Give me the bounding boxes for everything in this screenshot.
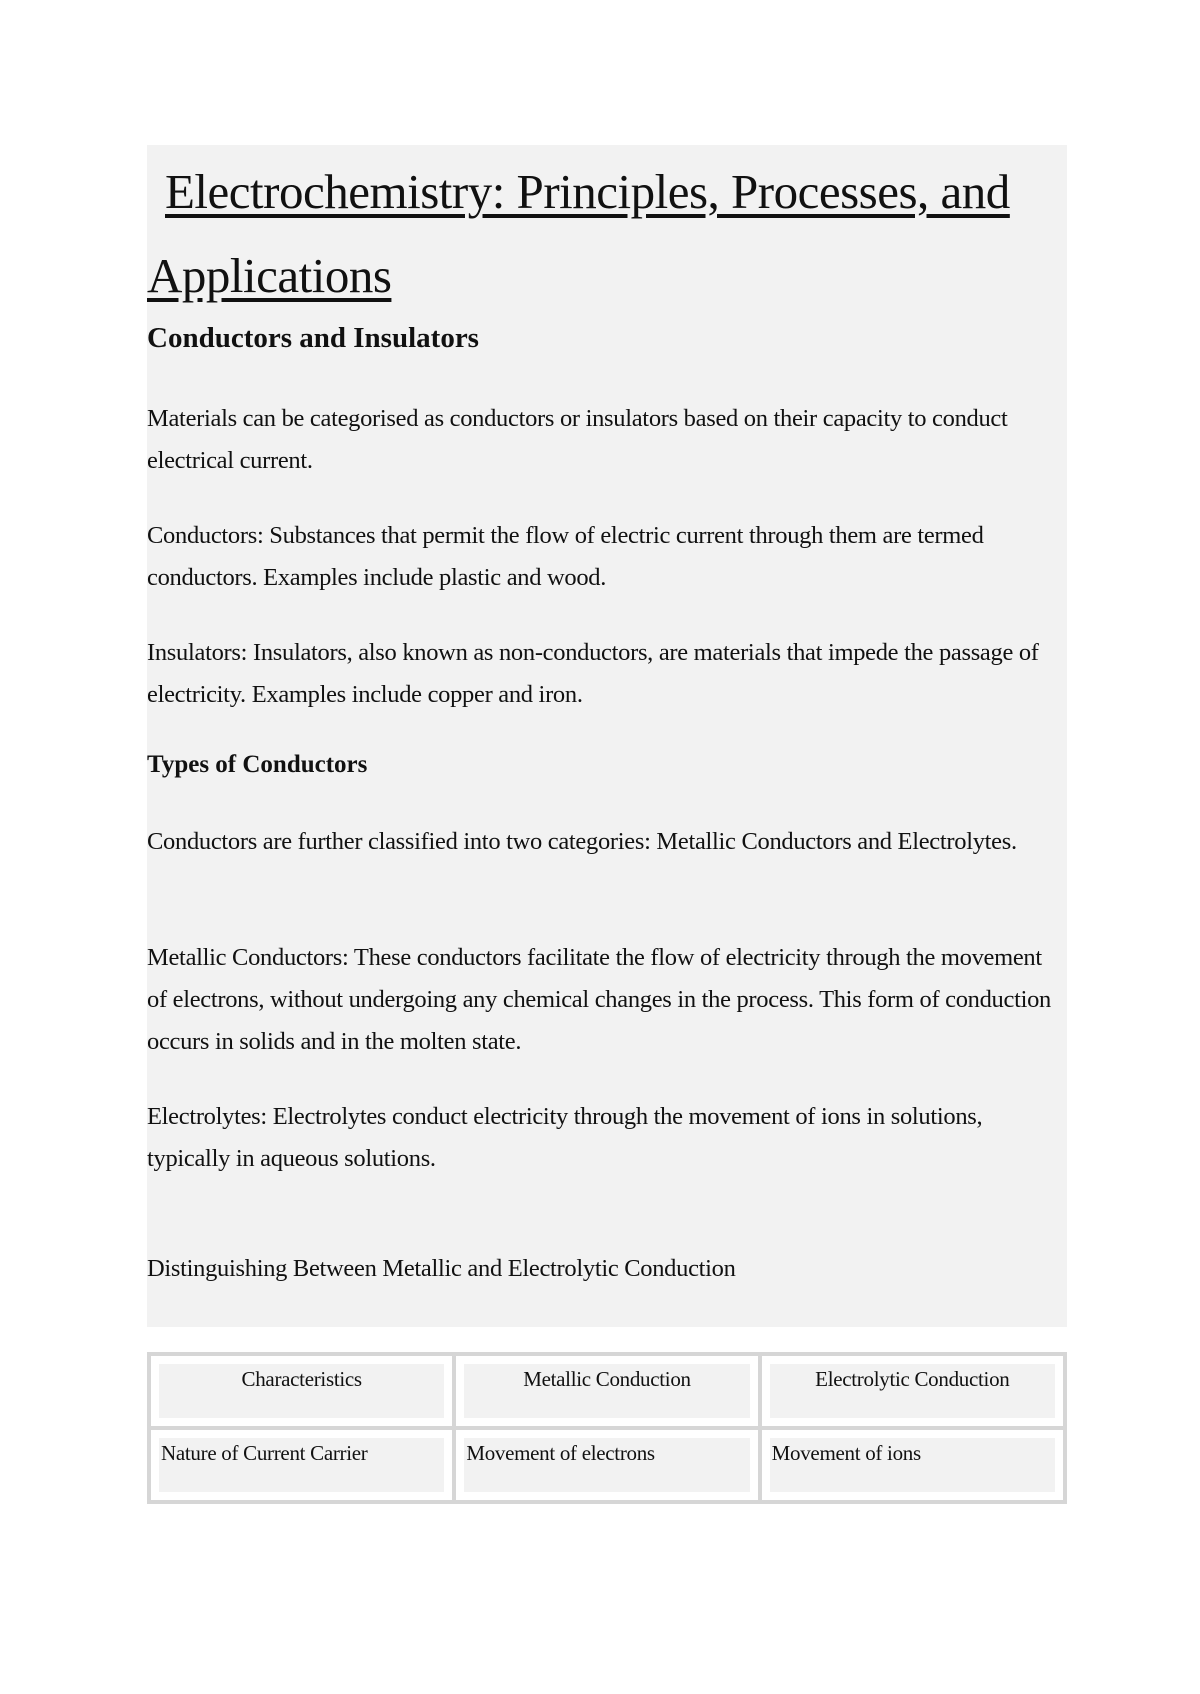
table-header-cell [149, 1354, 454, 1428]
cell-nature-of-current-carrier: Nature of Current Carrier [159, 1438, 444, 1492]
table-header-row [149, 1354, 1065, 1428]
table-cell [454, 1428, 759, 1502]
paragraph-materials-intro: Materials can be categorised as conductors or insulators based on their capacity to conduct electrical current. [147, 405, 1008, 474]
table-row [149, 1428, 1065, 1502]
section-heading-conductors-insulators: Conductors and Insulators [147, 322, 479, 354]
header-metallic-conduction: Metallic Conduction [464, 1364, 749, 1418]
header-electrolytic-conduction: Electrolytic Conduction [770, 1364, 1055, 1418]
paragraph-insulators: Insulators: Insulators, also known as non-conductors, are materials that impede the passage of electricity. Examples include copper and iron. [147, 639, 1039, 708]
table-cell [149, 1428, 454, 1502]
cell-movement-of-electrons: Movement of electrons [464, 1438, 749, 1492]
table-cell [760, 1428, 1065, 1502]
document-title: Electrochemistry: Principles, Processes, and Applications [147, 164, 1010, 303]
table-caption: Distinguishing Between Metallic and Electrolytic Conduction [147, 1255, 736, 1282]
header-characteristics: Characteristics [159, 1364, 444, 1418]
cell-movement-of-ions: Movement of ions [770, 1438, 1055, 1492]
comparison-table [147, 1352, 1067, 1504]
paragraph-types-intro: Conductors are further classified into two categories: Metallic Conductors and Electrolytes. [147, 828, 1017, 855]
section-heading-types-of-conductors: Types of Conductors [147, 751, 368, 778]
paragraph-electrolytes: Electrolytes: Electrolytes conduct electricity through the movement of ions in solutions, typically in aqueous solutions. [147, 1103, 983, 1172]
table-header-cell [454, 1354, 759, 1428]
paragraph-metallic-conductors: Metallic Conductors: These conductors facilitate the flow of electricity through the movement of electrons, without undergoing any chemical changes in the process. This form of conduction occurs in solids and in the molten state. [147, 944, 1051, 1055]
paragraph-conductors: Conductors: Substances that permit the flow of electric current through them are termed conductors. Examples include plastic and wood. [147, 522, 984, 591]
table-header-cell [760, 1354, 1065, 1428]
